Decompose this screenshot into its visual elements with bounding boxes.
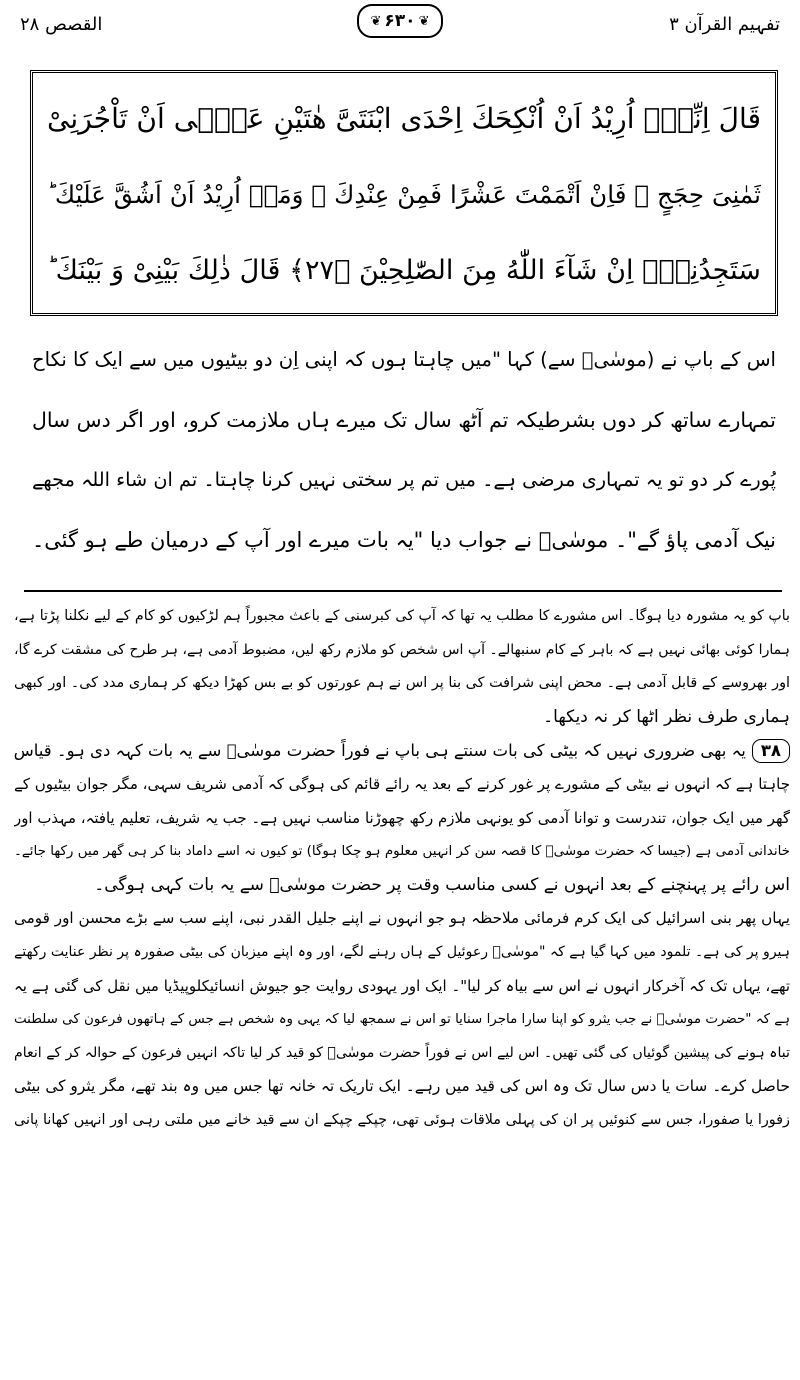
commentary-line-text: یہ بھی ضروری نہیں کہ بیٹی کی بات سنتے ہی باپ نے فوراً حضرت موسٰیؑ سے یہ بات کہہ دی ہو۔ قیاس	[14, 741, 746, 761]
section-divider	[24, 590, 782, 592]
commentary-line: اس رائے پر پہنچنے کے بعد انہوں نے کسی مناسب وقت پر حضرت موسٰیؑ سے یہ بات کہی ہوگی۔	[94, 874, 790, 895]
commentary-line: تھے، یہاں تک کہ آخرکار انہوں نے اس سے بیاہ کر لیا"۔ ایک اور یہودی روایت جو جیوش انسائیکلوپیڈیا میں نقل کی گئی ہے یہ	[14, 976, 790, 995]
translation-line: نیک آدمی پاؤ گے"۔ موسٰیؑ نے جواب دیا "یہ بات میرے اور آپ کے درمیان طے ہو گئی۔	[32, 528, 776, 552]
translation-line: اس کے باپ نے (موسٰیؑ سے) کہا "میں چاہتا ہوں کہ اپنی اِن دو بیٹیوں میں سے ایک کا نکاح	[32, 348, 776, 371]
ornament-icon: ❦	[370, 13, 382, 29]
commentary-line: ہماری طرف نظر اٹھا کر نہ دیکھا۔	[543, 706, 790, 727]
commentary-line: اور بھروسے کے قابل آدمی ہے۔ محض اپنی شرافت کی بنا پر اس نے ہم عورتوں کو بے بس کھڑا دیکھ کر ہماری مدد کی۔ اور کبھی	[14, 675, 790, 692]
commentary-line: زفورا یا صفورا، جس سے کنوئیں پر ان کی پہلی ملاقات ہوئی تھی، چپکے چپکے ان سے قید خانے میں ملتی رہی اور انہیں کھانا پانی	[14, 1111, 790, 1128]
commentary-line: تباہ ہونے کی پیشین گوئیاں کی گئی تھیں۔ اس لیے اس نے فوراً حضرت موسٰیؑ کو قید کر لیا تاکہ انہیں فرعون کے حوالہ کر کے انعام	[14, 1044, 790, 1061]
page-header	[20, 4, 780, 44]
commentary-line: باپ کو یہ مشورہ دیا ہوگا۔ اس مشورے کا مطلب یہ تھا کہ آپ کی کبرسنی کے باعث مجبوراً ہم لڑکیوں کو کام کے لیے نکلنا پڑتا ہے،	[14, 608, 790, 624]
commentary-line-with-note	[14, 734, 790, 768]
commentary-block	[14, 600, 790, 1138]
translation-line: پُورے کر دو تو یہ تمہاری مرضی ہے۔ میں تم پر سختی نہیں کرنا چاہتا۔ تم ان شاء اللہ مجھے	[32, 468, 776, 491]
surah-title: القصص ۲۸	[20, 13, 103, 35]
book-title: تفہیم القرآن ۳	[669, 13, 780, 35]
commentary-line: یہاں پھر بنی اسرائیل کی ایک کرم فرمائی ملاحظہ ہو جو انہوں نے اپنے جلیل القدر نبی، اپنے سب سے بڑے محسن اور قومی	[14, 909, 790, 928]
page-number: ۶۳۰	[384, 11, 416, 31]
commentary-line: ہیرو پر کی ہے۔ تلمود میں کہا گیا ہے کہ "موسٰیؑ رعوئیل کے ہاں رہنے لگے، اور وہ اپنے میزبان کی بیٹی صفورہ پر نظر عنایت رکھتے	[14, 943, 790, 960]
commentary-line: خاندانی آدمی ہے (جیسا کہ حضرت موسٰیؑ کا قصہ سن کر انہیں معلوم ہو چکا ہوگا) تو کیوں نہ اسے داماد بنا کر ہی گھر میں رکھا جائے۔	[14, 844, 790, 860]
commentary-line: گھر میں ایک جوان، تندرست و توانا آدمی کو یونہی ملازم رکھ چھوڑنا مناسب نہیں ہے۔ جب یہ شریف، تعلیم یافتہ، مہذب اور	[14, 808, 790, 827]
quran-line: ثَمٰنِیَ حِجَجٍ ۚ فَاِنْ اَتْمَمْتَ عَشْرًا فَمِنْ عِنْدِكَ ۚ وَمَاۤ اُرِیْدُ اَنْ اَشُقَّ عَلَیْكَ ؕ	[47, 180, 761, 209]
quran-verse-box	[30, 70, 778, 316]
commentary-line: چاہتا ہے کہ انہوں نے بیٹی کے مشورے پر غور کرنے کے بعد یہ رائے قائم کی ہوگی کہ آدمی شریف سہی، مگر جوان بیٹیوں کے	[14, 774, 790, 793]
page-number-badge	[357, 4, 443, 38]
translation-line: تمہارے ساتھ کر دوں بشرطیکہ تم آٹھ سال تک میرے ہاں ملازمت کرو، اور اگر دس سال	[32, 408, 776, 432]
commentary-line: حاصل کرے۔ سات یا دس سال تک وہ اس کی قید میں رہے۔ ایک تاریک تہ خانہ تھا جس میں وہ بند تھے، مگر یثرو کی بیٹی	[14, 1077, 790, 1096]
commentary-line: ہے کہ "حضرت موسٰیؑ نے جب یثرو کو اپنا سارا ماجرا سنایا تو اس نے سمجھ لیا کہ یہی وہ شخص ہے جس کے ہاتھوں فرعون کی سلطنت	[14, 1012, 790, 1028]
quran-line: سَتَجِدُنِیْۤ اِنْ شَآءَ اللّٰهُ مِنَ الصّٰلِحِیْنَ ﴿۲۷﴾ قَالَ ذٰلِكَ بَیْنِیْ وَ بَیْنَكَ ؕ	[47, 255, 761, 286]
commentary-line: ہمارا کوئی بھائی نہیں ہے کہ باہر کے کام سنبھالے۔ آپ اس شخص کو ملازم رکھ لیں، مضبوط آدمی ہے، ہر طرح کی مشقت کرے گا،	[14, 641, 790, 658]
quran-line: قَالَ اِنِّیْۤ اُرِیْدُ اَنْ اُنْكِحَكَ اِحْدَى ابْنَتَیَّ هٰتَیْنِ عَلٰۤى اَنْ تَاْجُرَنِیْ	[47, 102, 761, 135]
ornament-icon: ❦	[418, 13, 430, 29]
translation-block	[32, 330, 776, 570]
footnote-number-badge: ۳۸	[752, 739, 790, 763]
